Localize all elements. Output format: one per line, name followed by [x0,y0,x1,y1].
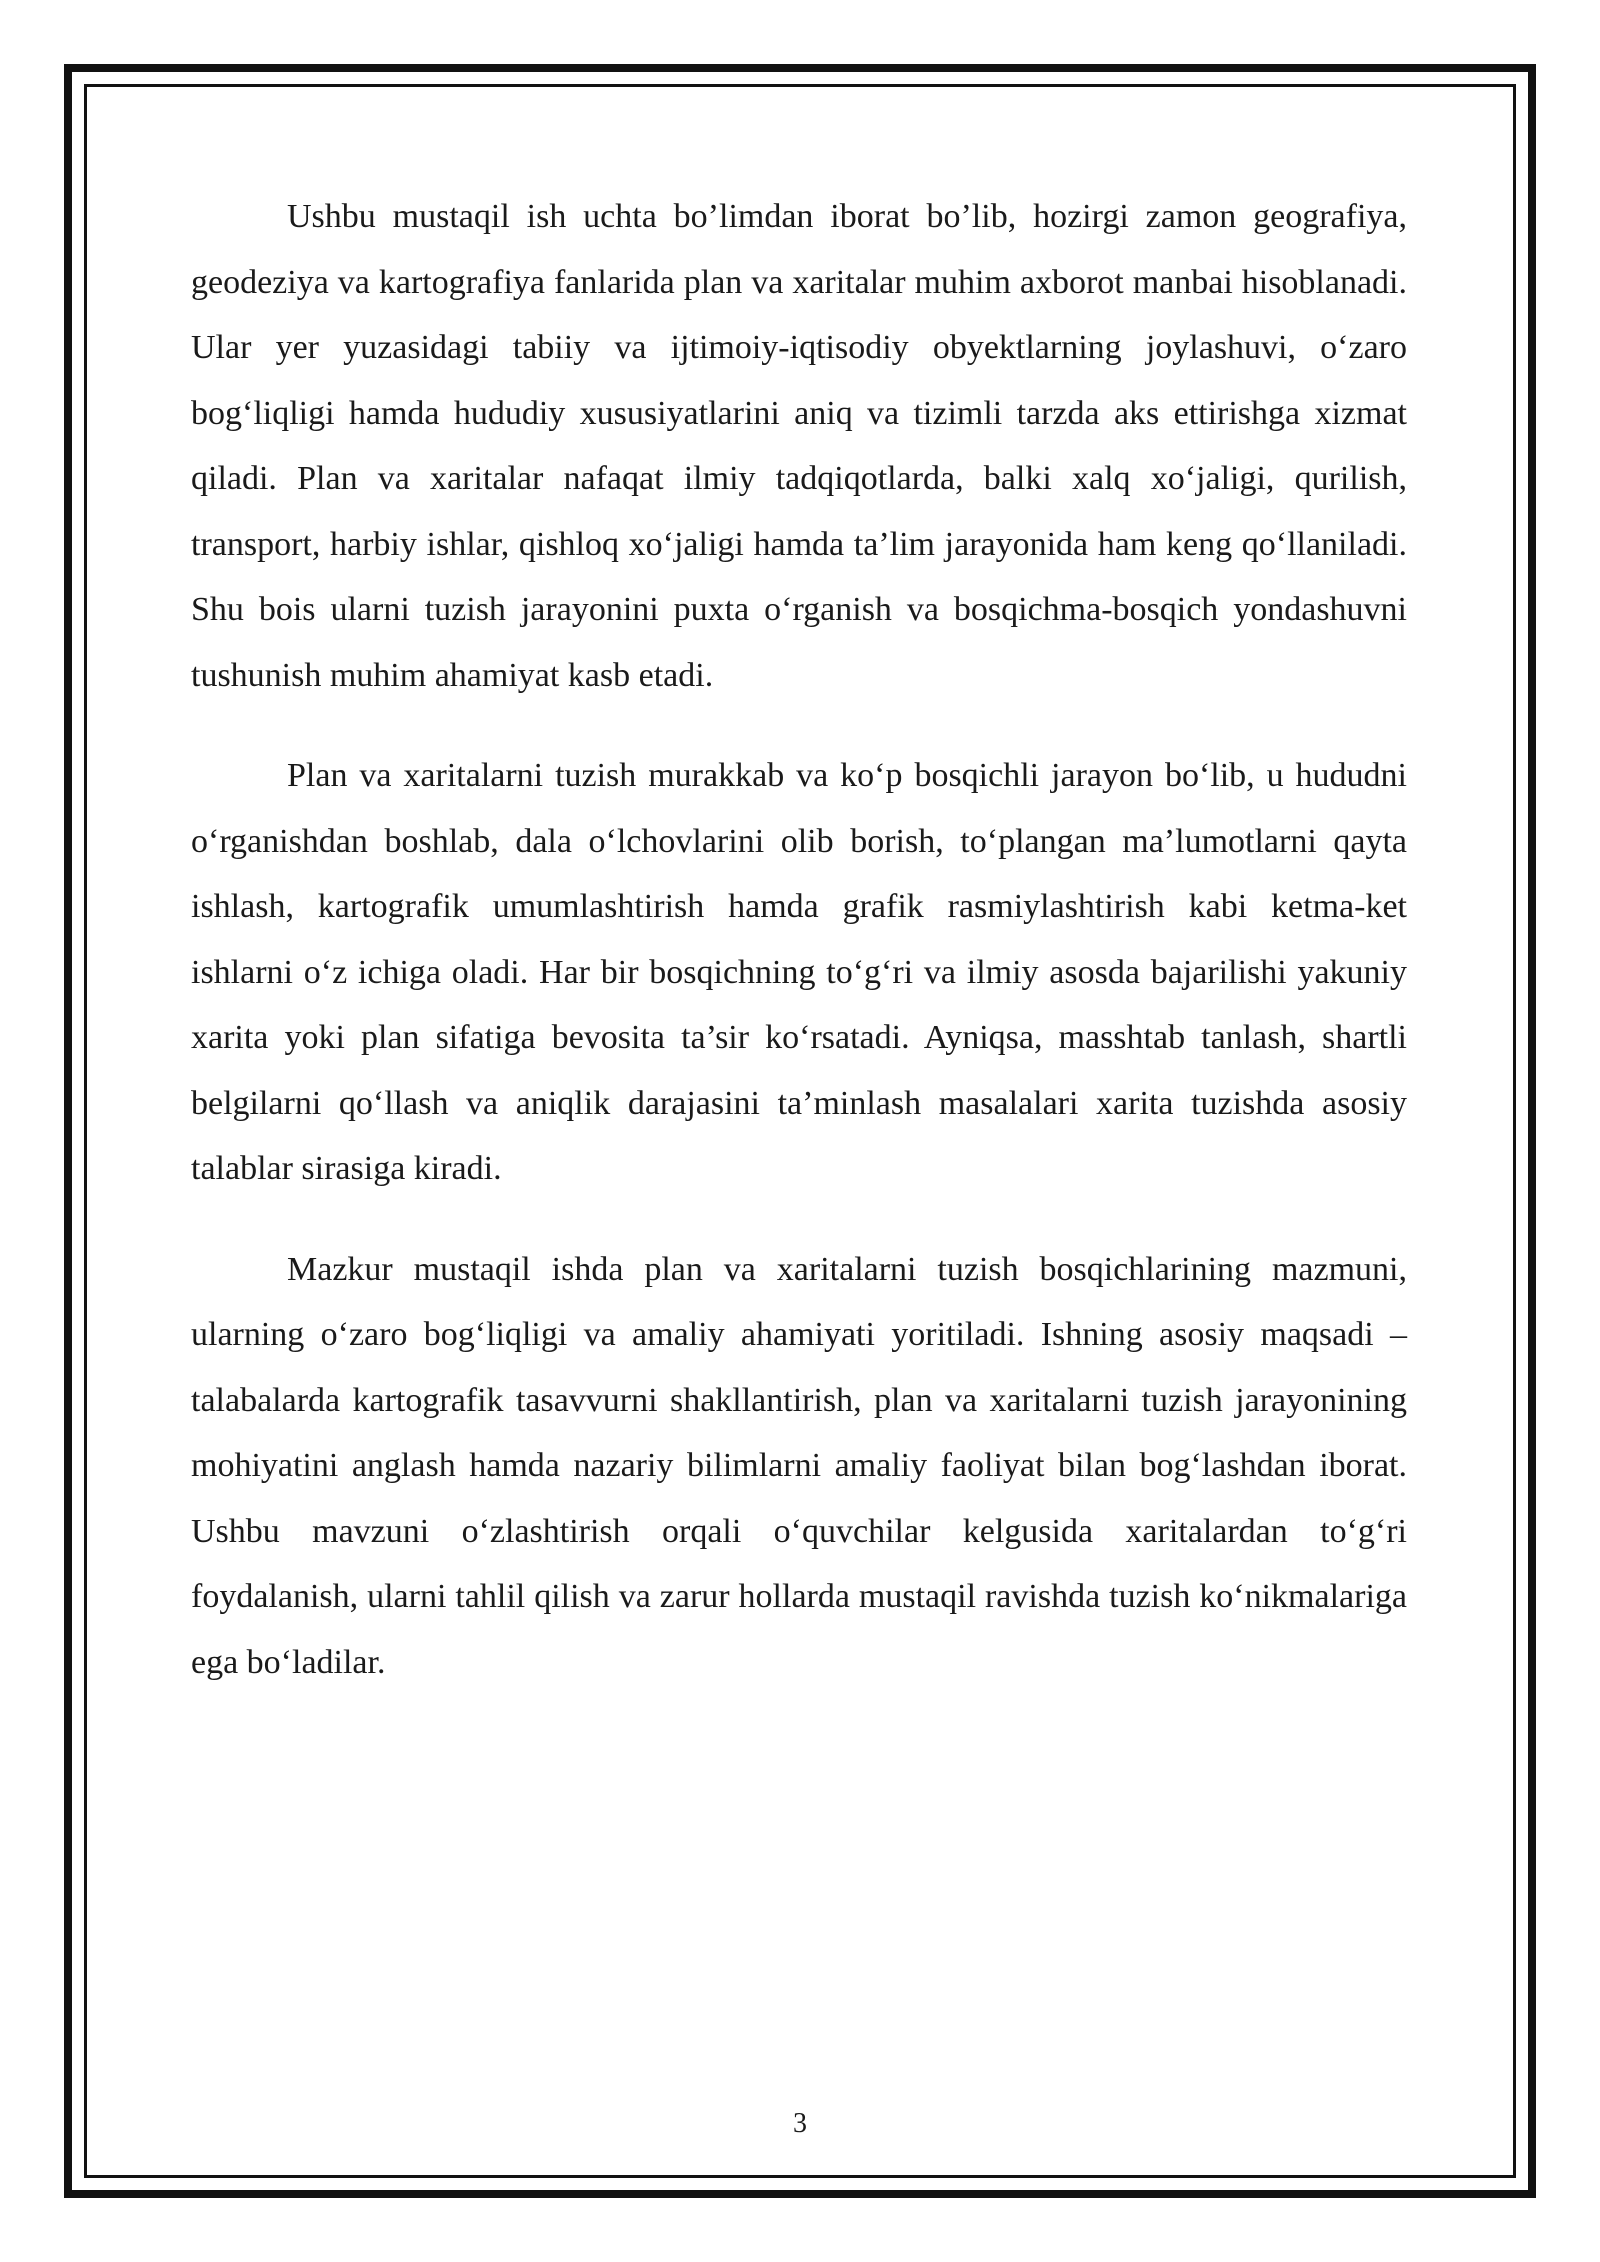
document-body [191,184,1407,1730]
page-number: 3 [793,2108,807,2139]
paragraph-1: Ushbu mustaqil ish uchta bo’limdan iborat bo’lib, hozirgi zamon geografiya, geodeziya va kartografiya fanlarida plan va xaritalar muhim axborot manbai hisoblanadi. Ular yer yuzasidagi tabiiy va ijtimoiy-iqtisodiy obyektlarning joylashuvi, o‘zaro bog‘liqligi hamda hududiy xususiyatlarini aniq va tizimli tarzda aks ettirishga xizmat qiladi. Plan va xaritalar nafaqat ilmiy tadqiqotlarda, balki xalq xo‘jaligi, qurilish, transport, harbiy ishlar, qishloq xo‘jaligi hamda ta’lim jarayonida ham keng qo‘llaniladi. Shu bois ularni tuzish jarayonini puxta o‘rganish va bosqichma-bosqich yondashuvni tushunish muhim ahamiyat kasb etadi. [191,198,1407,694]
paragraph-2: Plan va xaritalarni tuzish murakkab va ko‘p bosqichli jarayon bo‘lib, u hududni o‘rganishdan boshlab, dala o‘lchovlarini olib borish, to‘plangan ma’lumotlarni qayta ishlash, kartografik umumlashtirish hamda grafik rasmiylashtirish kabi ketma-ket ishlarni o‘z ichiga oladi. Har bir bosqichning to‘g‘ri va ilmiy asosda bajarilishi yakuniy xarita yoki plan sifatiga bevosita ta’sir ko‘rsatadi. Ayniqsa, masshtab tanlash, shartli belgilarni qo‘llash va aniqlik darajasini ta’minlash masalalari xarita tuzishda asosiy talablar sirasiga kiradi. [191,757,1407,1187]
paragraph-3: Mazkur mustaqil ishda plan va xaritalarni tuzish bosqichlarining mazmuni, ularning o‘zaro bog‘liqligi va amaliy ahamiyati yoritiladi. Ishning asosiy maqsadi – talabalarda kartografik tasavvurni shakllantirish, plan va xaritalarni tuzish jarayonining mohiyatini anglash hamda nazariy bilimlarni amaliy faoliyat bilan bog‘lashdan iborat. Ushbu mavzuni o‘zlashtirish orqali o‘quvchilar kelgusida xaritalardan to‘g‘ri foydalanish, ularni tahlil qilish va zarur hollarda mustaqil ravishda tuzish ko‘nikmalariga ega bo‘ladilar. [191,1250,1407,1681]
